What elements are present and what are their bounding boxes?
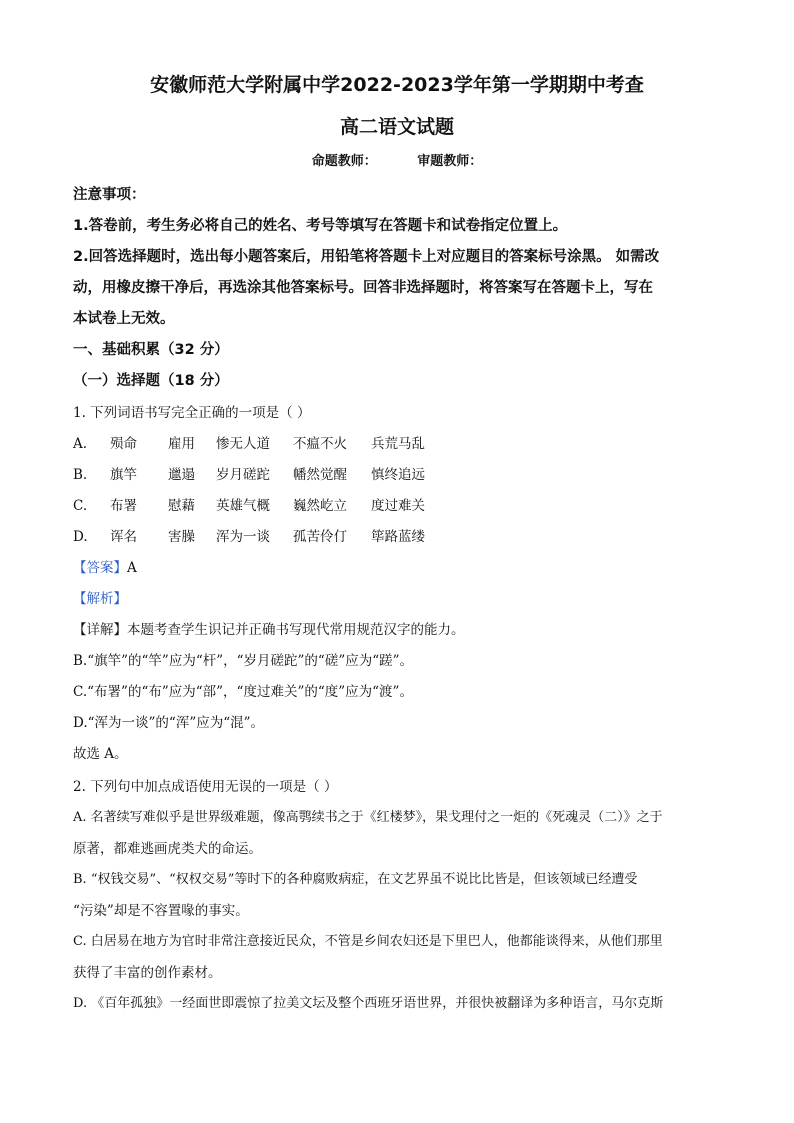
q2-option-b-line-2: “污染”却是不容置喙的事实。 [73, 903, 249, 919]
option-word: 巍然屹立 [293, 498, 347, 514]
option-word: 邋遢 [168, 467, 195, 483]
detail-text: 本题考查学生识记并正确书写现代常用规范汉字的能力。 [127, 622, 465, 638]
section-heading: 一、基础积累（32 分） [73, 342, 229, 358]
q1-option-d [73, 525, 723, 545]
q2-option-c-line-2: 获得了丰富的创作素材。 [73, 965, 222, 981]
q1-detail-line [73, 618, 723, 638]
option-word: 雇用 [168, 436, 195, 452]
option-word: 岁月磋跎 [216, 467, 270, 483]
option-word: 布署 [110, 498, 137, 514]
option-word: 旗竿 [110, 467, 137, 483]
option-word: 筚路蓝缕 [371, 529, 425, 545]
setter-label: 命题教师： [311, 154, 377, 169]
q1-stem: 1. 下列词语书写完全正确的一项是（ ） [73, 405, 311, 421]
option-word: 浑为一谈 [216, 529, 270, 545]
option-word: 殒命 [110, 436, 137, 452]
q2-option-b-line-1: B. “权钱交易”、“权权交易”等时下的各种腐败病症，在文艺界虽不说比比皆是，但该领域已经遭受 [73, 872, 638, 887]
option-word: 英雄气概 [216, 498, 270, 514]
option-word: 孤苦伶仃 [293, 529, 347, 545]
option-letter: B. [73, 467, 88, 483]
detail-tag: 【详解】 [73, 622, 127, 638]
q1-option-c [73, 494, 723, 514]
option-word: 慎终追远 [371, 467, 425, 483]
notice-heading: 注意事项： [73, 187, 146, 203]
q1-explain-c: C.“布署”的“布”应为“部”，“度过难关”的“度”应为“渡”。 [73, 684, 413, 700]
q1-explain-d: D.“浑为一谈”的“浑”应为“混”。 [73, 715, 265, 731]
q1-option-b [73, 463, 723, 483]
option-word: 诨名 [110, 529, 137, 545]
answer-tag: 【答案】 [73, 560, 127, 576]
exam-title: 安徽师范大学附属中学2022-2023学年第一学期期中考查 [150, 74, 644, 96]
q2-option-d-line-1: D. 《百年孤独》一经面世即震惊了拉美文坛及整个西班牙语世界，并很快被翻译为多种语言，马尔克斯 [73, 996, 664, 1011]
notice-item-2-line-2: 动，用橡皮擦干净后，再选涂其他答案标号。回答非选择题时，将答案写在答题卡上，写在 [73, 280, 653, 296]
option-word: 兵荒马乱 [371, 436, 425, 452]
reviewer-label: 审题教师： [417, 154, 483, 169]
option-word: 幡然觉醒 [293, 467, 347, 483]
exam-subtitle: 高二语文试题 [339, 116, 454, 138]
option-word: 害臊 [168, 529, 195, 545]
q1-analysis-tag [73, 587, 723, 607]
notice-item-1: 1.答卷前，考生务必将自己的姓名、考号等填写在答题卡和试卷指定位置上。 [73, 218, 568, 234]
q1-option-a [73, 432, 723, 452]
option-letter: D. [73, 529, 88, 545]
option-word: 度过难关 [371, 498, 425, 514]
option-word: 惨无人道 [216, 436, 270, 452]
teacher-line [0, 150, 794, 169]
analysis-tag: 【解析】 [73, 591, 127, 607]
option-letter: A. [73, 436, 88, 452]
q2-stem: 2. 下列句中加点成语使用无误的一项是（ ） [73, 779, 338, 795]
answer-value: A [127, 560, 137, 576]
q2-option-a-line-1: A. 名著续写难似乎是世界级难题，像高鹗续书之于《红楼梦》，果戈理付之一炬的《死魂灵（二）》之于 [73, 810, 663, 825]
option-word: 慰藉 [168, 498, 195, 514]
q2-option-a-line-2: 原著，都难逃画虎类犬的命运。 [73, 841, 262, 857]
notice-item-2-line-3: 本试卷上无效。 [73, 311, 175, 327]
q2-option-c-line-1: C. 白居易在地方为官时非常注意接近民众，不管是乡间农妇还是下里巴人，他都能谈得来，从他们那里 [73, 934, 663, 949]
q1-conclusion: 故选 A。 [73, 746, 128, 762]
notice-item-2-line-1: 2.回答选择题时，选出每小题答案后，用铅笔将答题卡上对应题目的答案标号涂黑。 如需改 [73, 249, 660, 265]
section-subheading: （一）选择题（18 分） [73, 373, 229, 389]
q1-answer-line [73, 556, 723, 576]
option-word: 不瘟不火 [293, 436, 347, 452]
q1-explain-b: B.“旗竿”的“竿”应为“杆”，“岁月磋跎”的“磋”应为“蹉”。 [73, 653, 414, 669]
option-letter: C. [73, 498, 88, 514]
